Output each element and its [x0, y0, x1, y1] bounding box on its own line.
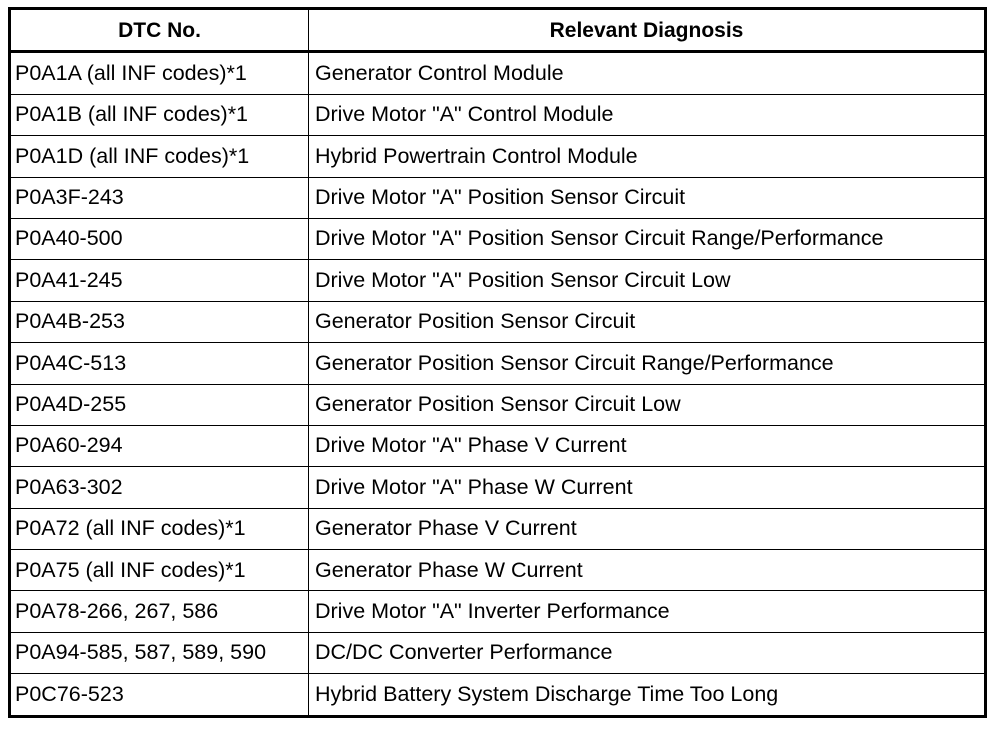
- dtc-code-cell: P0C76-523: [10, 674, 309, 716]
- diagnosis-cell: Drive Motor "A" Phase W Current: [309, 467, 986, 508]
- header-relevant-diagnosis: Relevant Diagnosis: [309, 9, 986, 52]
- diagnosis-cell: Generator Control Module: [309, 52, 986, 94]
- diagnosis-cell: Drive Motor "A" Control Module: [309, 94, 986, 135]
- dtc-code-cell: P0A1A (all INF codes)*1: [10, 52, 309, 94]
- diagnosis-cell: Hybrid Powertrain Control Module: [309, 136, 986, 177]
- header-dtc-no: DTC No.: [10, 9, 309, 52]
- dtc-code-cell: P0A1B (all INF codes)*1: [10, 94, 309, 135]
- dtc-code-cell: P0A4C-513: [10, 343, 309, 384]
- dtc-code-cell: P0A4B-253: [10, 301, 309, 342]
- table-row: [10, 343, 986, 384]
- dtc-code-cell: P0A1D (all INF codes)*1: [10, 136, 309, 177]
- dtc-code-cell: P0A78-266, 267, 586: [10, 591, 309, 632]
- diagnosis-cell: Drive Motor "A" Position Sensor Circuit Range/Performance: [309, 218, 986, 259]
- dtc-table: [8, 7, 987, 718]
- diagnosis-cell: DC/DC Converter Performance: [309, 632, 986, 673]
- table-row: [10, 550, 986, 591]
- table-row: [10, 508, 986, 549]
- table-row: [10, 177, 986, 218]
- diagnosis-cell: Generator Position Sensor Circuit Low: [309, 384, 986, 425]
- diagnosis-cell: Generator Phase W Current: [309, 550, 986, 591]
- diagnosis-cell: Drive Motor "A" Phase V Current: [309, 425, 986, 466]
- dtc-code-cell: P0A75 (all INF codes)*1: [10, 550, 309, 591]
- dtc-code-cell: P0A60-294: [10, 425, 309, 466]
- dtc-code-cell: P0A63-302: [10, 467, 309, 508]
- dtc-code-cell: P0A3F-243: [10, 177, 309, 218]
- table-row: [10, 52, 986, 94]
- diagnosis-cell: Drive Motor "A" Inverter Performance: [309, 591, 986, 632]
- header-row: [10, 9, 986, 52]
- table-row: [10, 384, 986, 425]
- diagnosis-cell: Generator Phase V Current: [309, 508, 986, 549]
- table-row: [10, 218, 986, 259]
- table-row: [10, 94, 986, 135]
- table-row: [10, 136, 986, 177]
- dtc-code-cell: P0A72 (all INF codes)*1: [10, 508, 309, 549]
- table-row: [10, 301, 986, 342]
- table-row: [10, 467, 986, 508]
- dtc-code-cell: P0A4D-255: [10, 384, 309, 425]
- table-row: [10, 425, 986, 466]
- dtc-code-cell: P0A41-245: [10, 260, 309, 301]
- diagnosis-cell: Generator Position Sensor Circuit Range/Performance: [309, 343, 986, 384]
- diagnosis-cell: Drive Motor "A" Position Sensor Circuit Low: [309, 260, 986, 301]
- dtc-code-cell: P0A94-585, 587, 589, 590: [10, 632, 309, 673]
- diagnosis-cell: Generator Position Sensor Circuit: [309, 301, 986, 342]
- table-row: [10, 632, 986, 673]
- table-row: [10, 674, 986, 716]
- table-row: [10, 260, 986, 301]
- table-row: [10, 591, 986, 632]
- diagnosis-cell: Drive Motor "A" Position Sensor Circuit: [309, 177, 986, 218]
- diagnosis-cell: Hybrid Battery System Discharge Time Too Long: [309, 674, 986, 716]
- dtc-code-cell: P0A40-500: [10, 218, 309, 259]
